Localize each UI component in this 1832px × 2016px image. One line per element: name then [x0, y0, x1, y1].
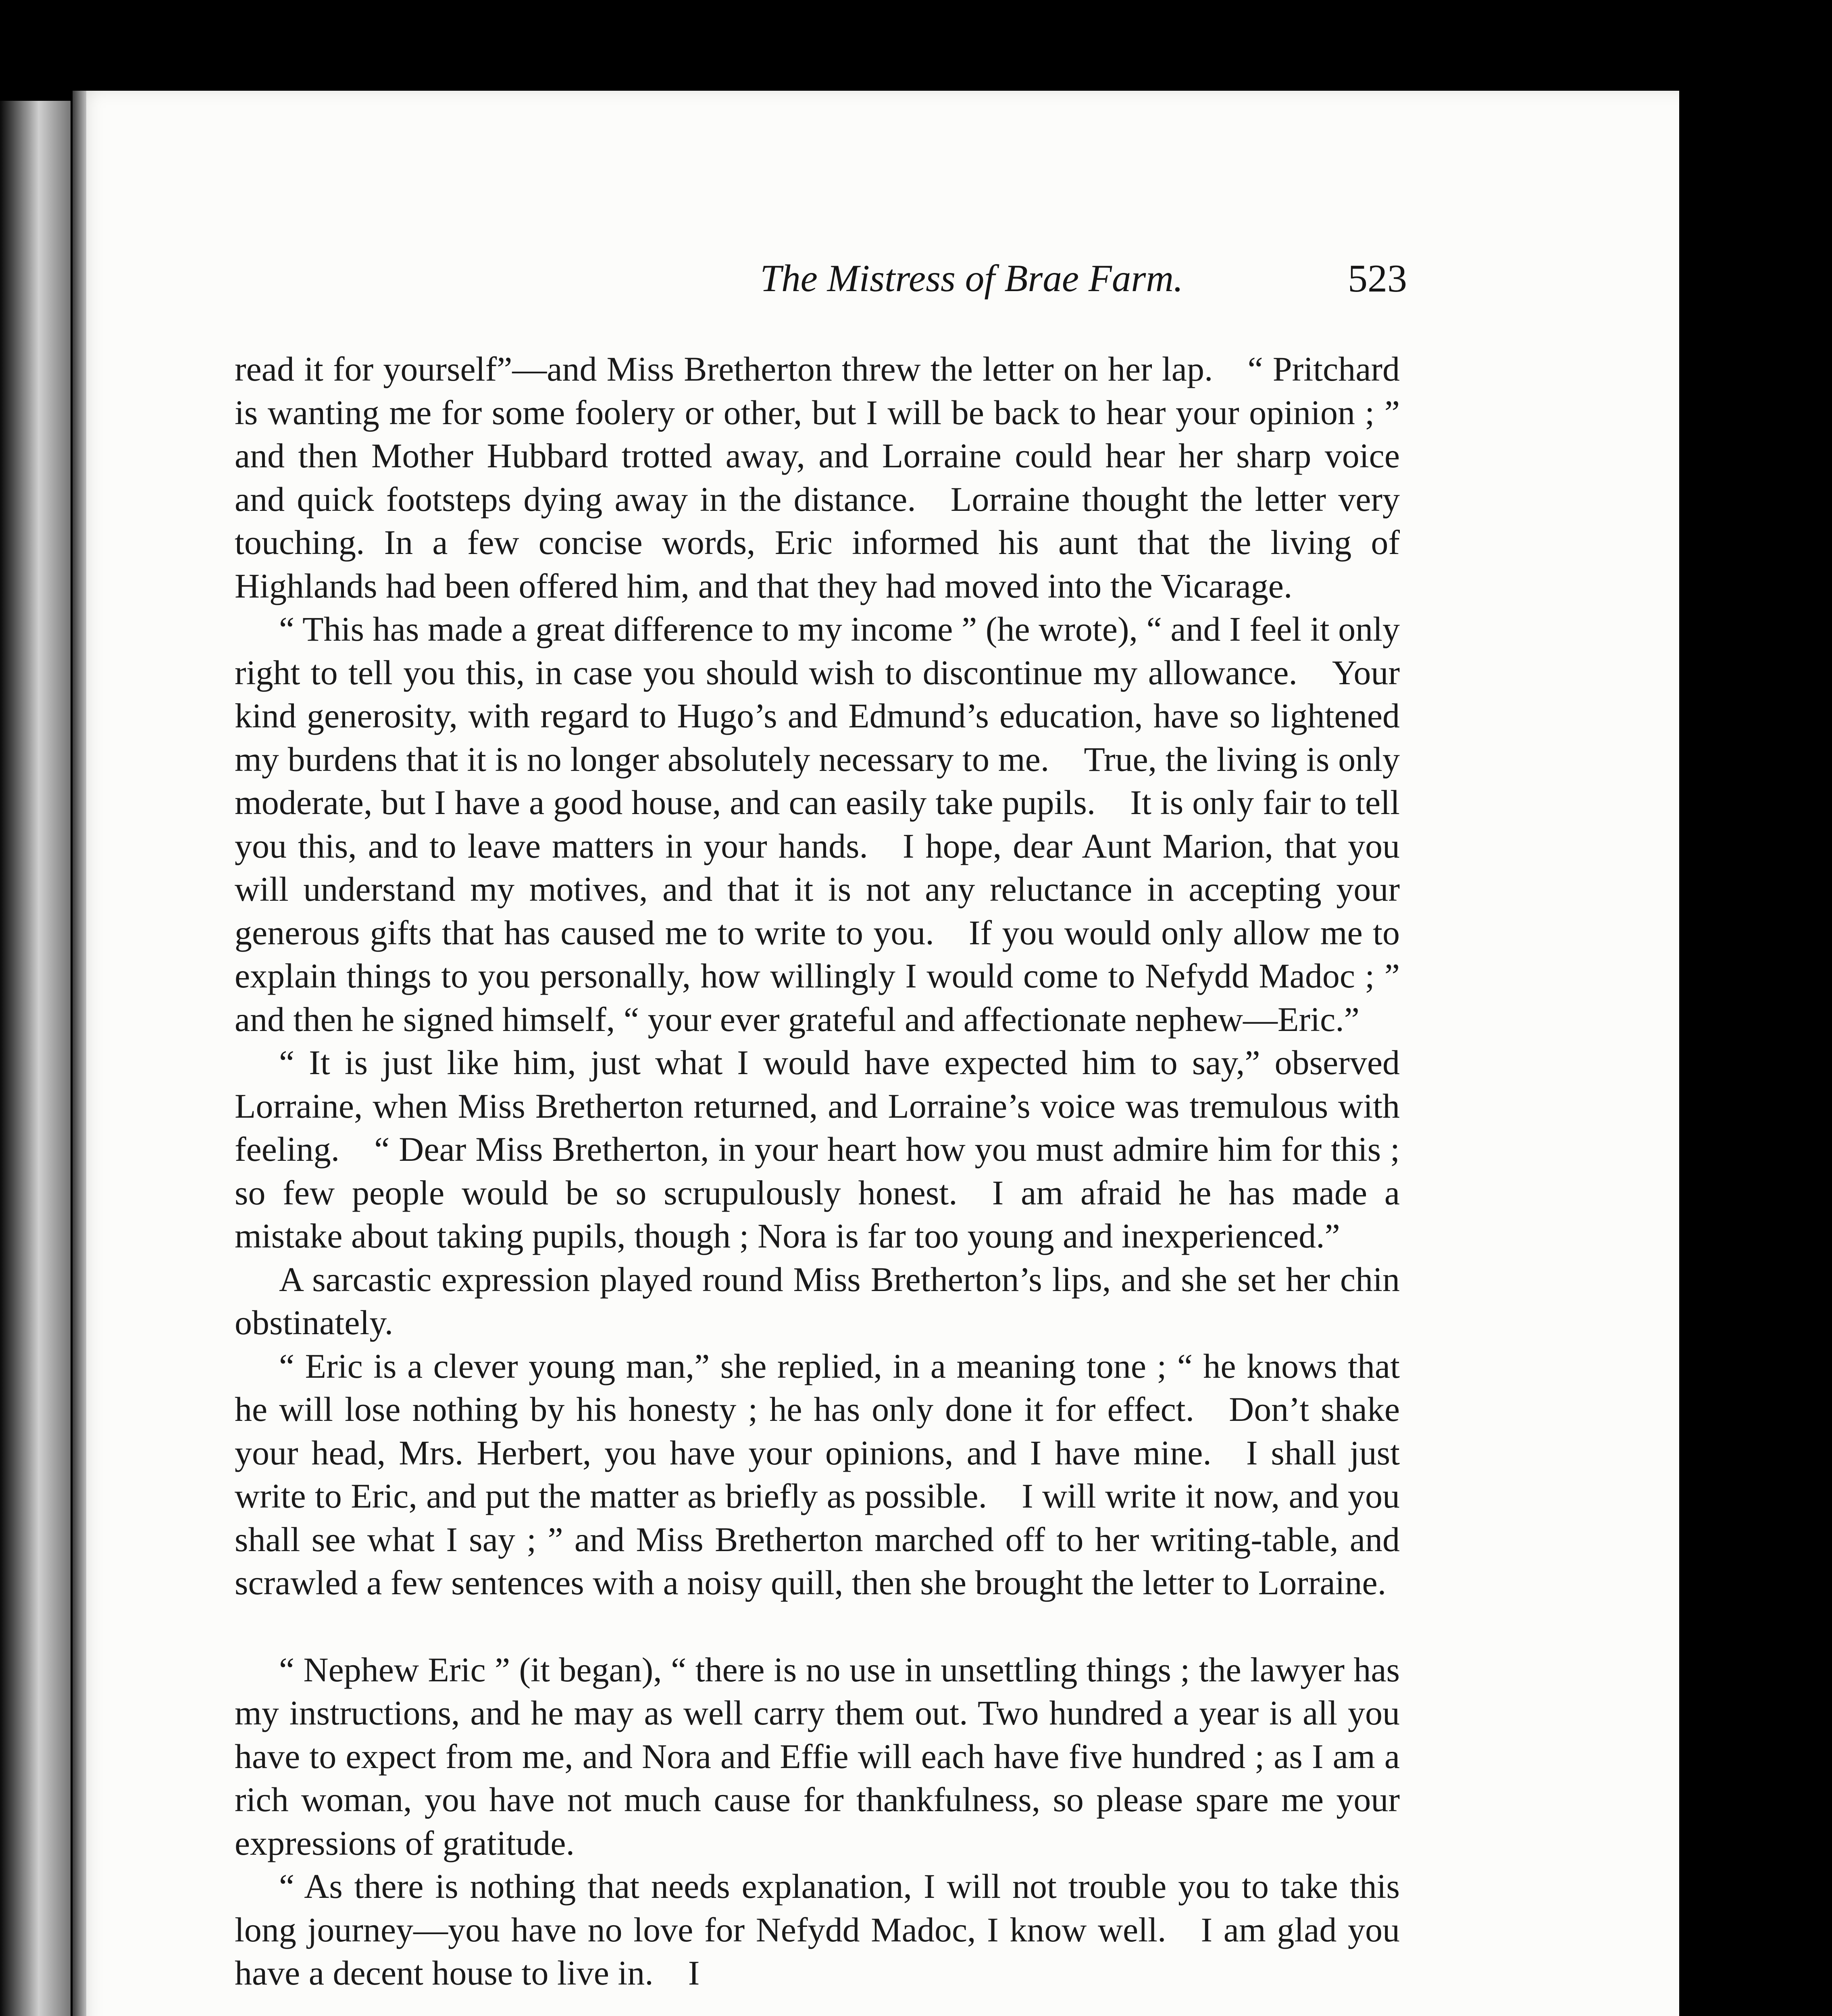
paragraph: read it for yourself”—and Miss Bretherton threw the letter on her lap. “ Pritchard is wanting me for some foolery or other, but I will be back to hear your opinion ; ” and then Mother Hubbard trotted away, and Lorraine could hear her sharp voice and quick footsteps dying away in the distance. Lorraine thought the letter very touching. In a few concise words, Eric informed his aunt that the living of Highlands had been offered him, and that they had moved into the Vicarage.	[235, 350, 1400, 605]
page-gutter	[73, 91, 86, 2016]
paragraph: “ Nephew Eric ” (it began), “ there is no use in unsettling things ; the lawyer has my instructions, and he may as well carry them out. Two hundred a year is all you have to expect from me, and Nora and Effie will each have five hundred ; as I am a rich woman, you have not much cause for thankfulness, so please spare me your expressions of gratitude.	[235, 1650, 1400, 1862]
body-text	[235, 348, 1400, 1995]
book-left-edge	[0, 101, 71, 2016]
paragraph: “ Eric is a clever young man,” she replied, in a meaning tone ; “ he knows that he will lose nothing by his honesty ; he has only done it for effect. Don’t shake your head, Mrs. Herbert, you have your opinions, and I have mine. I shall just write to Eric, and put the matter as briefly as possible. I will write it now, and you shall see what I say ; ” and Miss Bretherton marched off to her writing-table, and scrawled a few sentences with a noisy quill, then she brought the letter to Lorraine.	[235, 1346, 1400, 1602]
page-number: 523	[1348, 257, 1407, 300]
paragraph: “ As there is nothing that needs explanation, I will not trouble you to take this long journey—you have no love for Nefydd Madoc, I know well. I am glad you have a decent house to live in. I	[235, 1867, 1400, 1992]
running-head: The Mistress of Brae Farm.	[760, 257, 1183, 300]
section-break	[235, 1605, 1400, 1648]
paragraph: A sarcastic expression played round Miss Bretherton’s lips, and she set her chin obstinately.	[235, 1260, 1400, 1342]
paragraph: “ It is just like him, just what I would have expected him to say,” observed Lorraine, when Miss Bretherton returned, and Lorraine’s voice was tremulous with feeling. “ Dear Miss Bretherton, in your heart how you must admire him for this ; so few people would be so scrupulously honest. I am afraid he has made a mistake about taking pupils, though ; Nora is far too young and inexperienced.”	[235, 1043, 1400, 1255]
paragraph: “ This has made a great difference to my income ” (he wrote), “ and I feel it only right to tell you this, in case you should wish to discontinue my allowance. Your kind generosity, with regard to Hugo’s and Edmund’s education, have so lightened my burdens that it is no longer absolutely necessary to me. True, the living is only moderate, but I have a good house, and can easily take pupils. It is only fair to tell you this, and to leave matters in your hands. I hope, dear Aunt Marion, that you will understand my motives, and that it is not any reluctance in accepting your generous gifts that has caused me to write to you. If you would only allow me to explain things to you personally, how willingly I would come to Nefydd Madoc ; ” and then he signed himself, “ your ever grateful and affectionate nephew—Eric.”	[235, 610, 1400, 1039]
